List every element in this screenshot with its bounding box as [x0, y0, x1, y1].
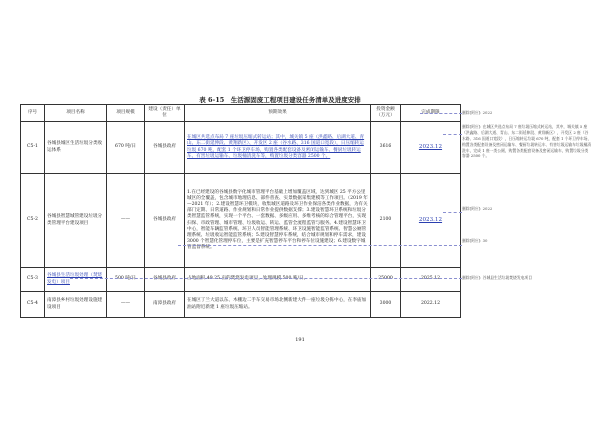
table-title: 表 6-15 生活源固废工程项目建设任务清单及进度安排	[199, 96, 361, 104]
comment-header: 删除[阿应]: 2022	[462, 110, 493, 115]
comment-balloon[interactable]	[462, 110, 592, 116]
project-name: 谷城县城区生活垃圾分类收运体系	[45, 122, 107, 174]
project-name	[45, 268, 107, 292]
row-id: C5-3	[21, 268, 45, 292]
column-header: 预期效果	[185, 105, 371, 122]
table-header-row	[21, 105, 461, 122]
task-table	[20, 104, 461, 318]
column-header: 建设（责任）单位	[145, 105, 185, 122]
comment-header: 删除[阿应]:	[462, 124, 482, 129]
comment-connector	[178, 245, 462, 246]
table-row	[21, 174, 461, 268]
investment-amount: 3616	[371, 122, 401, 174]
deadline	[401, 122, 461, 174]
row-id: C5-4	[21, 292, 45, 318]
comment-header: 删除[阿应]:	[462, 275, 482, 280]
expected-effect: 1.在已经建设的谷城县数字化城市管理平台基础上增加覆盖区域，达到城区 25 平方公里城区的全覆盖，包含城市地理信息、部件普查、实景数据采集建模等工作项目。（2019 年—2021 年）；2.建设智慧环卫模块，收集城区道路及环卫作业保洁各类作业数据，为有关部门定期、日常道路、作业规划和日常作业提供数据支撑；3.建设智慧环卫系统和垃圾分类智慧监管系统，实现一个平台、一套数据、多级应用、多维考核的综合管理平台，实现扫保、市政管理、城市管理、垃圾收运、转运、监管全流程监管与服务。4.建设智慧环卫中心，智能车辆监管系统、环卫人员智能管理系统、环卫设施智能监管系统、智慧公厕管理系统、垃圾收运智能监管系统；5.建设智慧停车系统，结合城市规划和停车需求，建设 3000 个智慧化管理停车位，主要是扩充智慧停车平台和停车位设施建设；6.建设数字城管监督系统。	[185, 174, 371, 268]
tracked-change-deadline[interactable]: 2023.12	[418, 216, 443, 223]
expected-effect: 在城区丁兰大道以东、木棚边二手车交易市场北侧新建大件一座垃圾分拣中心，在李庙加油站附近新建 1 座垃圾压缩站。	[185, 292, 371, 318]
project-name: 南漳县乡村垃圾处理设施建设项目	[45, 292, 107, 318]
comment-balloon[interactable]	[462, 275, 592, 281]
tracked-change-name[interactable]: 谷城县生活垃圾处理（焚烧发电）项目	[47, 273, 103, 285]
table-row	[21, 292, 461, 318]
inserted-text[interactable]: 其中，城关镇 5 座（洪鑫路、后湖大道、青山、东二街延伸段、黄翔新区）、开发区 2 座（谷水路、316 国道口宽段），日压缩转运垃圾 670 吨，配套 1 个环卫停车场，购置各类配套设备及密闭运输车、餐厨垃圾转运车、有害垃圾运输车、垃圾桶清洗车等，购置垃圾分类容器 2500 个。	[187, 135, 365, 159]
comment-connector	[70, 278, 462, 279]
row-id: C5-1	[21, 122, 45, 174]
comment-connector	[443, 212, 462, 213]
table-row	[21, 122, 461, 174]
comment-header: 删除[阿应]: 2022	[462, 206, 493, 211]
column-header: 项目规模	[107, 105, 145, 122]
comment-header: 删除[阿应]: 30	[462, 238, 488, 243]
tracked-change-deadline[interactable]: 2023.12	[418, 143, 443, 150]
comment-connector	[420, 113, 462, 114]
comment-text: 在城区共选点布局 7 座垃圾压缩式转运站，其中，城关镇 5 座（洪鑫路、后湖大道、青山、东二街延伸段、黄翔新区），开发区 2 座（谷水路、316 国道口宽段），日压缩转运垃圾 670 吨，配套 1 个环卫停车场，购置各类配套设备及密闭运输车、餐厨垃圾转运车、有害垃圾运输车垃圾桶清洗车，完成 1 座一类公厕，购置各类配套设备及密闭运输车，购置垃圾分类容器 2500 个。	[462, 124, 592, 159]
comment-balloon[interactable]	[462, 238, 592, 244]
comment-connector	[443, 134, 462, 135]
comment-text: 谷城县生活垃圾焚烧发电项目	[482, 275, 533, 280]
page-number: 191	[295, 337, 305, 343]
responsible-unit: 谷城县政府	[145, 268, 185, 292]
deadline: 2025.12	[401, 268, 461, 292]
project-scale: 500 吨/日	[107, 268, 145, 292]
comment-balloon[interactable]	[462, 124, 592, 159]
column-header: 序号	[21, 105, 45, 122]
deadline: 2022.12	[401, 292, 461, 318]
responsible-unit: 南漳县政府	[145, 292, 185, 318]
project-scale: ——	[107, 292, 145, 318]
column-header: 项目名称	[45, 105, 107, 122]
expected-effect: 占地面积 49.25 亩的焚烧发电项目，处理规模 500 吨/日。	[185, 268, 371, 292]
responsible-unit: 谷城县政府	[145, 122, 185, 174]
comment-balloon[interactable]	[462, 206, 592, 212]
investment-amount: 2100	[371, 174, 401, 268]
column-header: 投资金额（万元）	[371, 105, 401, 122]
project-name: 谷城县智慧城管建设垃圾分类管理平台建设项目	[45, 174, 107, 268]
expected-effect	[185, 122, 371, 174]
column-header: 完成期限	[401, 105, 461, 122]
responsible-unit: 谷城县政府	[145, 174, 185, 268]
investment-amount: 3000	[371, 292, 401, 318]
project-scale: ——	[107, 174, 145, 268]
deadline	[401, 174, 461, 268]
table-row	[21, 268, 461, 292]
project-scale: 670 吨/日	[107, 122, 145, 174]
investment-amount: 25000	[371, 268, 401, 292]
inserted-text[interactable]: 在城区共选点布局 7 座垃圾压缩式转运站；	[187, 135, 276, 141]
row-id: C5-2	[21, 174, 45, 268]
